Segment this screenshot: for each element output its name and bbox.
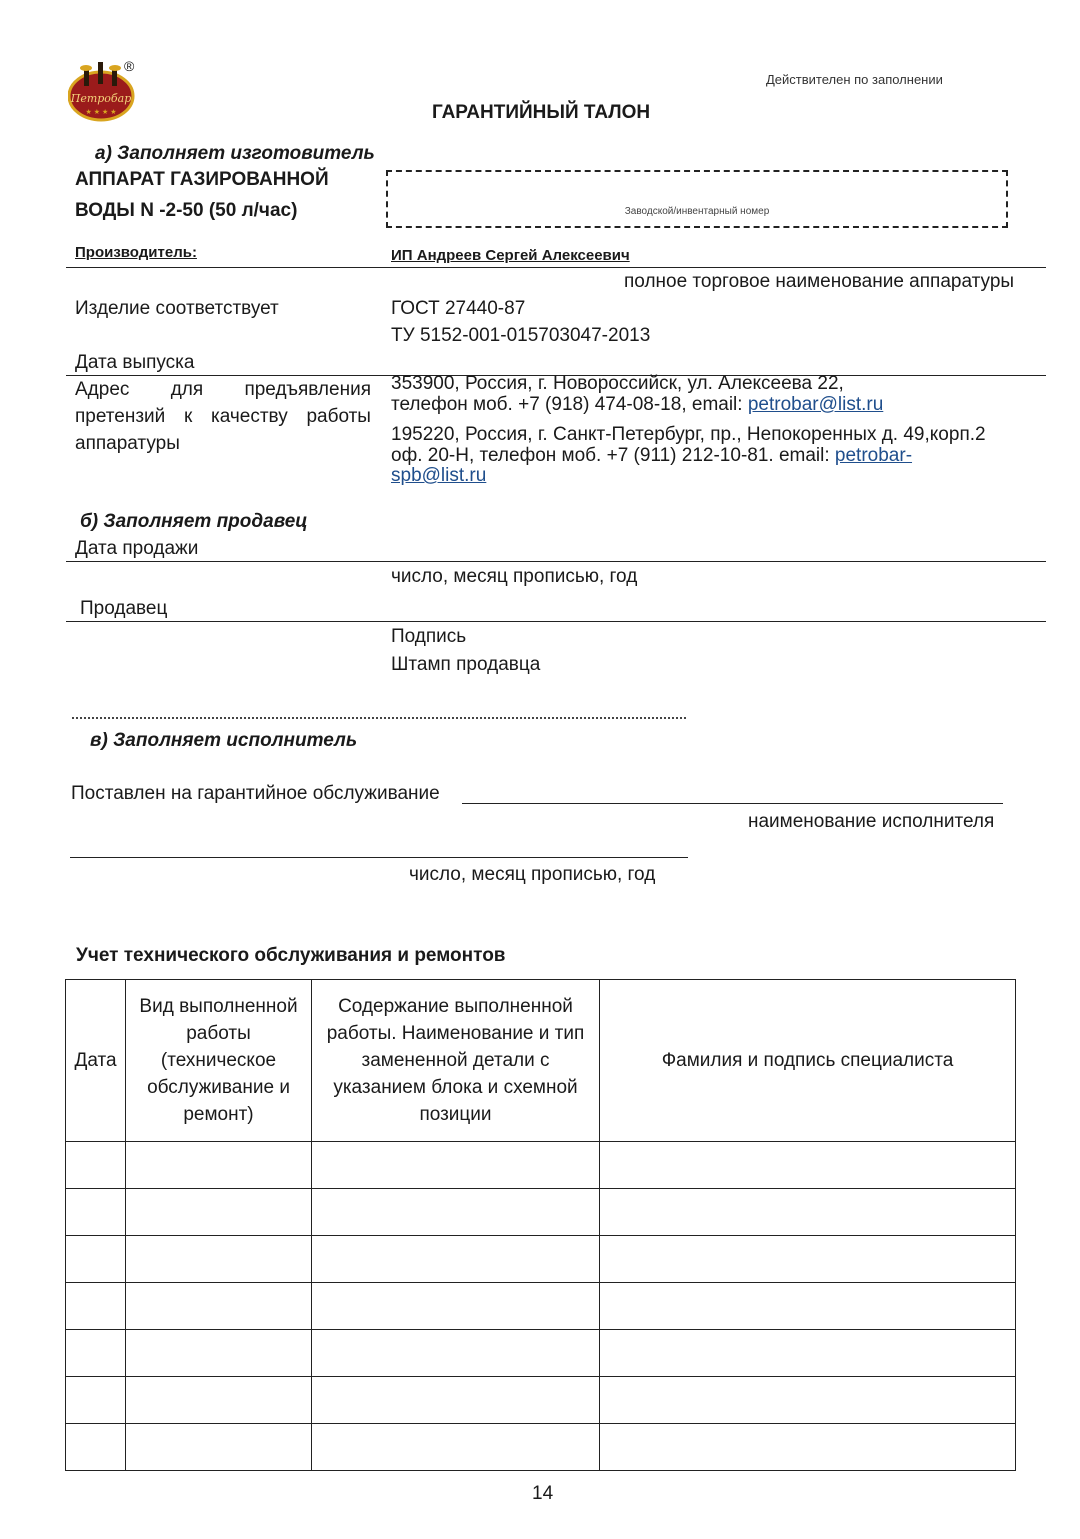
claims-label-line1: Адрес для предъявления bbox=[75, 379, 371, 400]
product-name-line1: АППАРАТ ГАЗИРОВАННОЙ bbox=[75, 169, 329, 190]
section-c-heading: в) Заполняет исполнитель bbox=[90, 730, 358, 751]
table-row bbox=[66, 1283, 1016, 1330]
work-content-cell[interactable] bbox=[312, 1236, 600, 1283]
col-header-specialist: Фамилия и подпись специалиста bbox=[600, 980, 1016, 1142]
email-link-novorossiysk[interactable]: petrobar@list.ru bbox=[747, 394, 884, 415]
section-b-heading: б) Заполняет продавец bbox=[80, 511, 308, 532]
specialist-cell[interactable] bbox=[600, 1142, 1016, 1189]
service-registration-label: Поставлен на гарантийное обслуживание bbox=[71, 783, 440, 804]
address-spb: 195220, Россия, г. Санкт-Петербург, пр., Непокоренных д. 49,корп.2 bbox=[391, 424, 986, 445]
standard-tu: ТУ 5152-001-015703047-2013 bbox=[391, 325, 651, 346]
maintenance-table bbox=[65, 979, 1016, 1471]
email-link-spb-part2[interactable]: spb@list.ru bbox=[391, 465, 487, 486]
date-cell[interactable] bbox=[66, 1424, 126, 1471]
divider bbox=[66, 267, 1046, 268]
table-row bbox=[66, 1424, 1016, 1471]
work-type-cell[interactable] bbox=[126, 1377, 312, 1424]
serial-number-field[interactable] bbox=[386, 170, 1008, 228]
claims-label-line3: аппаратуры bbox=[75, 433, 180, 454]
date-cell[interactable] bbox=[66, 1142, 126, 1189]
work-content-cell[interactable] bbox=[312, 1283, 600, 1330]
specialist-cell[interactable] bbox=[600, 1283, 1016, 1330]
phone-text: оф. 20-Н, телефон моб. +7 (911) 212-10-81. email: bbox=[391, 445, 835, 466]
table-row bbox=[66, 1377, 1016, 1424]
sale-date-label: Дата продажи bbox=[75, 538, 199, 559]
valid-note: Действителен по заполнении bbox=[766, 72, 943, 87]
claims-label-line2: претензий к качеству работы bbox=[75, 406, 371, 427]
seller-line bbox=[66, 621, 1046, 622]
service-date-line bbox=[70, 857, 688, 858]
work-content-cell[interactable] bbox=[312, 1189, 600, 1236]
registered-mark: ® bbox=[124, 58, 135, 74]
service-date-caption: число, месяц прописью, год bbox=[409, 864, 656, 885]
address-spb-contacts bbox=[391, 445, 912, 466]
col-header-date: Дата bbox=[66, 980, 126, 1142]
specialist-cell[interactable] bbox=[600, 1330, 1016, 1377]
work-content-cell[interactable] bbox=[312, 1424, 600, 1471]
manufacturer-value: ИП Андреев Сергей Алексеевич bbox=[391, 247, 630, 264]
work-content-cell[interactable] bbox=[312, 1377, 600, 1424]
manufacturer-label: Производитель: bbox=[75, 244, 197, 261]
address-novorossiysk: 353900, Россия, г. Новороссийск, ул. Алексеева 22, bbox=[391, 373, 844, 394]
maintenance-title: Учет технического обслуживания и ремонтов bbox=[76, 945, 506, 966]
page-number: 14 bbox=[532, 1483, 554, 1504]
email-link-spb-part1[interactable]: petrobar- bbox=[834, 445, 913, 466]
table-row bbox=[66, 1142, 1016, 1189]
address-novorossiysk-contacts bbox=[391, 394, 883, 415]
trade-name-caption: полное торговое наименование аппаратуры bbox=[624, 271, 1015, 292]
section-a-heading: а) Заполняет изготовитель bbox=[95, 143, 375, 164]
stamp-caption: Штамп продавца bbox=[391, 654, 541, 675]
work-type-cell[interactable] bbox=[126, 1189, 312, 1236]
release-date-label: Дата выпуска bbox=[75, 352, 195, 373]
page-title: ГАРАНТИЙНЫЙ ТАЛОН bbox=[432, 102, 651, 123]
date-cell[interactable] bbox=[66, 1189, 126, 1236]
cut-line bbox=[72, 717, 686, 719]
work-type-cell[interactable] bbox=[126, 1283, 312, 1330]
sale-date-caption: число, месяц прописью, год bbox=[391, 566, 638, 587]
work-content-cell[interactable] bbox=[312, 1330, 600, 1377]
specialist-cell[interactable] bbox=[600, 1377, 1016, 1424]
product-name-line2: ВОДЫ N -2-50 (50 л/час) bbox=[75, 200, 298, 221]
table-header-row bbox=[66, 980, 1016, 1142]
table-row bbox=[66, 1236, 1016, 1283]
work-content-cell[interactable] bbox=[312, 1142, 600, 1189]
date-cell[interactable] bbox=[66, 1236, 126, 1283]
sale-date-line bbox=[66, 561, 1046, 562]
table-row bbox=[66, 1189, 1016, 1236]
svg-text:★ ★ ★ ★: ★ ★ ★ ★ bbox=[85, 109, 117, 116]
work-type-cell[interactable] bbox=[126, 1236, 312, 1283]
col-header-work-content: Содержание выполненной работы. Наименование и тип замененной детали с указанием блока и схемной позиции bbox=[312, 980, 600, 1142]
email-link-spb-line2 bbox=[391, 465, 486, 486]
work-type-cell[interactable] bbox=[126, 1142, 312, 1189]
table-row bbox=[66, 1330, 1016, 1377]
executor-name-line bbox=[462, 803, 1003, 804]
logo-lettering: Петробар bbox=[70, 92, 132, 105]
work-type-cell[interactable] bbox=[126, 1330, 312, 1377]
work-type-cell[interactable] bbox=[126, 1424, 312, 1471]
standard-gost: ГОСТ 27440-87 bbox=[391, 298, 526, 319]
signature-caption: Подпись bbox=[391, 626, 467, 647]
serial-number-caption: Заводской/инвентарный номер bbox=[624, 206, 770, 217]
executor-caption: наименование исполнителя bbox=[748, 811, 995, 832]
specialist-cell[interactable] bbox=[600, 1424, 1016, 1471]
date-cell[interactable] bbox=[66, 1283, 126, 1330]
date-cell[interactable] bbox=[66, 1330, 126, 1377]
specialist-cell[interactable] bbox=[600, 1236, 1016, 1283]
seller-label: Продавец bbox=[80, 598, 168, 619]
phone-text: телефон моб. +7 (918) 474-08-18, email: bbox=[391, 394, 748, 415]
specialist-cell[interactable] bbox=[600, 1189, 1016, 1236]
col-header-work-type: Вид выполненной работы (техническое обслуживание и ремонт) bbox=[126, 980, 312, 1142]
conformity-label: Изделие соответствует bbox=[75, 298, 279, 319]
date-cell[interactable] bbox=[66, 1377, 126, 1424]
